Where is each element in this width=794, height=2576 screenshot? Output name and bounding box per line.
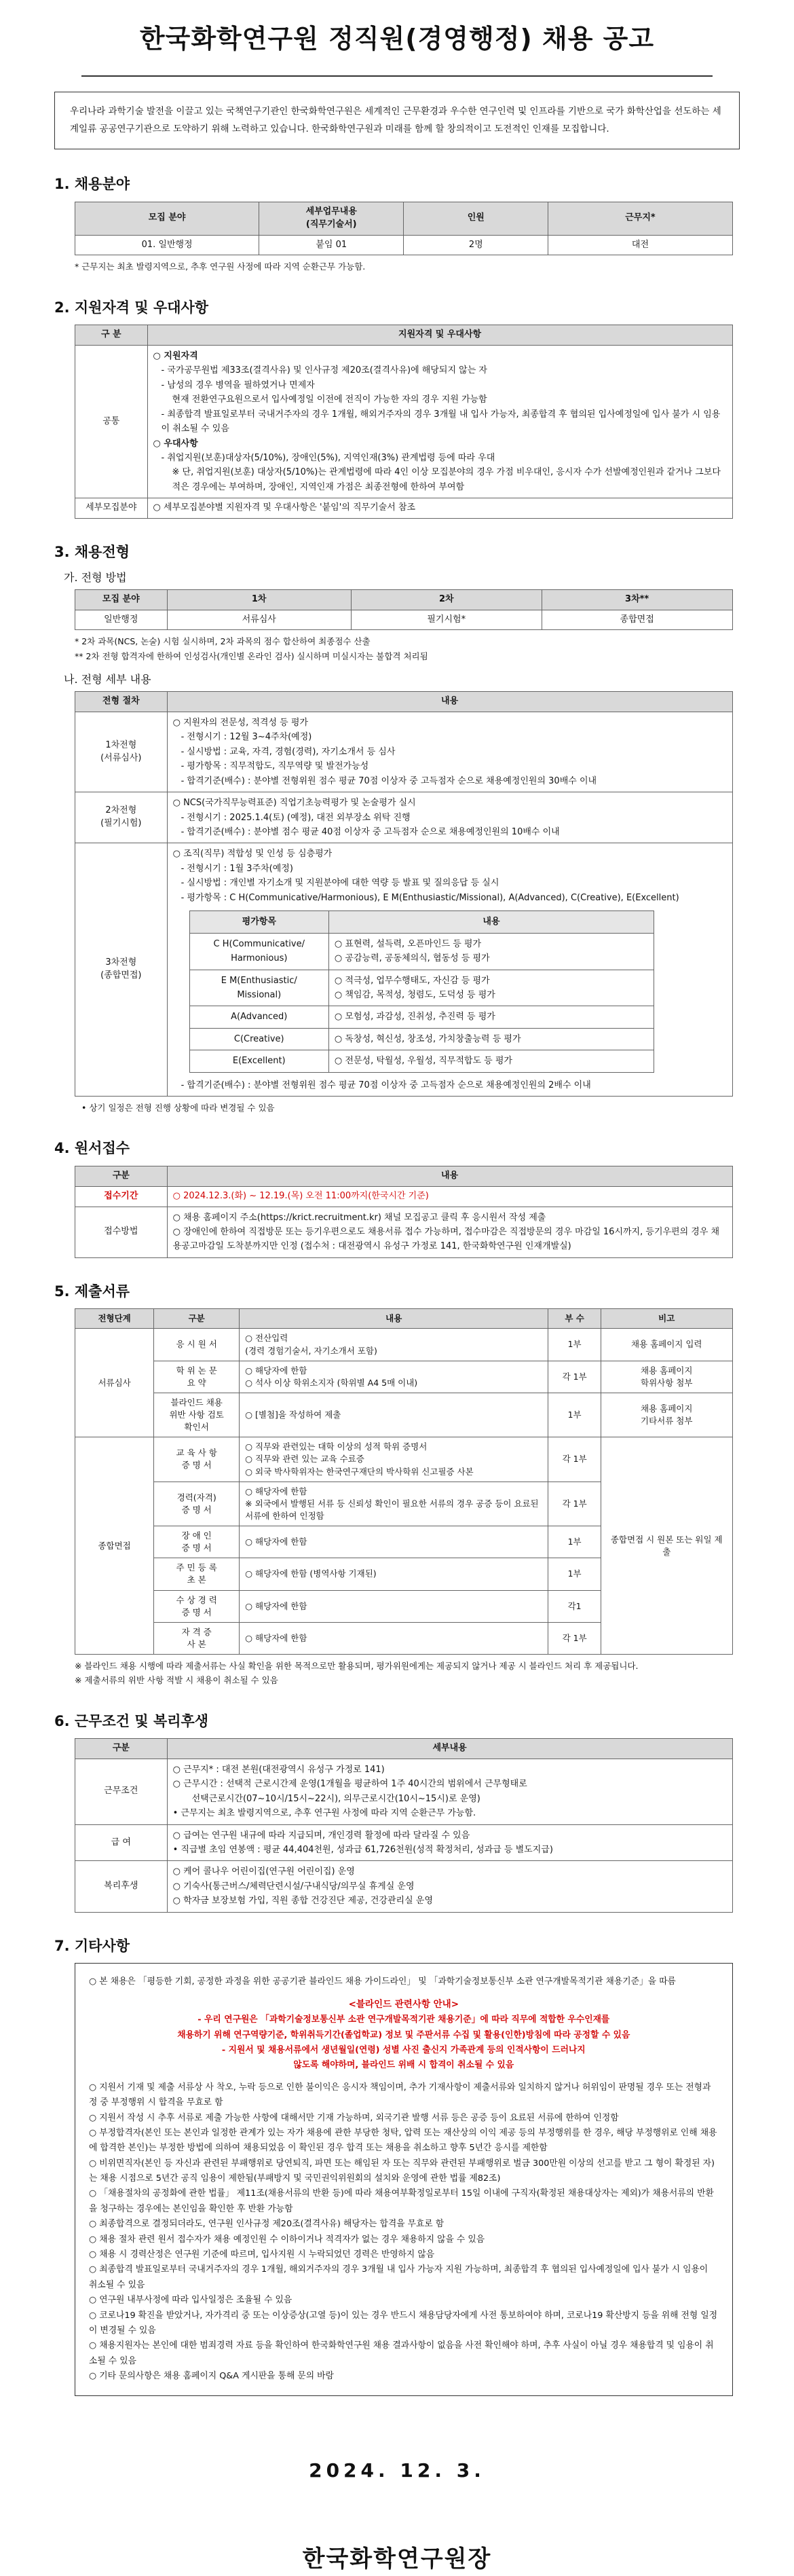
method-note: ** 2차 전형 합격자에 한하여 인성검사(개인별 온라인 검사) 실시하며 미실시자는 불합격 처리됨 — [75, 650, 428, 661]
row-label: 세부모집분야 — [75, 498, 148, 519]
stage-label: 1차전형 (서류심사) — [75, 712, 168, 792]
table-cell: 2명 — [404, 235, 548, 255]
stage-item: ○ 지원자의 전문성, 적격성 등 평가 — [172, 717, 308, 728]
method-note: * 2차 과목(NCS, 논술) 시험 실시하며, 2차 과목의 점수 합산하여 최종점수 산출 — [75, 636, 371, 647]
col-header: 2차 — [351, 589, 542, 610]
eval-item: C H(Communicative/ Harmonious) — [189, 933, 328, 970]
doc-name: 장 애 인 증 명 서 — [154, 1526, 240, 1558]
doc-name: 자 격 증 사 본 — [154, 1622, 240, 1654]
subsection-b: 나. 전형 세부 내용 — [64, 672, 151, 686]
doc-desc: ○ 해당자에 한함 ○ 석사 이상 학위소지자 (학위별 A4 5매 이내) — [240, 1361, 548, 1393]
pref-item: ※ 단, 취업지원(보훈) 대상자(5/10%)는 관계법령에 따라 4인 이상 모집분야의 경우 가점 비우대인, 응시자 수가 선발예정인원과 같거나 그보다 적은 경우에는 부여하며, 장애인, 지역인재 가점은 최종전형에 한하여 부여함 — [172, 467, 721, 492]
qual-item: - 국가공무원법 제33조(결격사유) 및 인사규정 제20조(결격사유)에 해당되지 않는 자 — [161, 365, 487, 376]
section-4-title: 4. 원서접수 — [54, 1140, 130, 1157]
doc-count: 각 1부 — [548, 1482, 601, 1526]
stage-content — [167, 712, 732, 792]
eval-item: A(Advanced) — [189, 1006, 328, 1028]
stage-label: 종합면접 — [75, 1437, 154, 1655]
doc-count: 1부 — [548, 1329, 601, 1361]
col-header: 모집 분야 — [75, 589, 168, 610]
table-cell: 서류심사 — [167, 610, 351, 630]
work-item: ○ 근무지* : 대전 본원(대전광역시 유성구 가정로 141) — [172, 1764, 385, 1775]
stage-label: 3차전형 (종합면접) — [75, 843, 168, 1097]
pref-item: - 취업지원(보훈)대상자(5/10%), 장애인(5%), 지역인재(3%) 관계법령 등에 따라 우대 — [161, 452, 495, 463]
notice-line: - 우리 연구원은 「과학기술정보통신부 소관 연구개발목적기관 채용기준」에 따라 직무에 적합한 우수인재를 — [197, 2014, 610, 2025]
other-item: ○ 지원서 작성 시 추후 서류로 제출 가능한 사항에 대해서만 기재 가능하며, 외국기관 발행 서류 등은 공증 등이 요료된 서류에 한하여 인정함 — [89, 2112, 619, 2123]
doc-desc: ○ 전산입력 (경력 경험기술서, 자기소개서 포함) — [240, 1329, 548, 1361]
method-content — [167, 1207, 732, 1257]
col-header: 구분 — [75, 1166, 168, 1186]
documents-table — [75, 1308, 733, 1655]
eval-item: E M(Enthusiastic/ Missional) — [189, 970, 328, 1006]
documents-note: ※ 블라인드 채용 시행에 따라 제출서류는 사실 확인을 위한 목적으로만 활용되며, 평가위원에게는 제공되지 않거나 제공 시 블라인드 처리 후 제공됩니다. — [75, 1661, 639, 1671]
eval-content: ○ 전문성, 탁월성, 우월성, 직무적합도 등 평가 — [328, 1050, 654, 1072]
section-1-note: * 근무지는 최초 발령지역으로, 추후 연구원 사정에 따라 지역 순환근무 가능함. — [75, 261, 366, 272]
other-item: ○ 최종합격 발표일로부터 국내거주자의 경우 1개월, 해외거주자의 경우 3개월 내 입사 가능자 지원 가능하며, 최종합격 후 협의된 입사예정일에 입사 불가 시 임용이 취소될 수 있음 — [89, 2264, 708, 2290]
doc-count: 각 1부 — [548, 1622, 601, 1654]
other-item: ○ 코로나19 확진을 받았거나, 자가격리 중 또는 이상증상(고열 등)이 있는 경우 반드시 채용담당자에게 사전 통보하여야 하며, 코로나19 확산방지 등을 위해 전형 일정이 변경될 수 있음 — [89, 2310, 718, 2336]
period-value: ○ 2024.12.3.(화) ~ 12.19.(목) 오전 11:00까지(한국시간 기준) — [167, 1186, 732, 1207]
col-header: 근무지* — [548, 202, 732, 235]
schedule-note: • 상기 일정은 전형 진행 상황에 따라 변경될 수 있음 — [81, 1103, 275, 1114]
other-item: ○ 채용 시 경력산정은 연구원 기준에 따르며, 입사지원 시 누락되었던 경력은 반영하지 않음 — [89, 2249, 435, 2260]
col-header: 모집 분야 — [75, 202, 259, 235]
col-header: 구 분 — [75, 325, 148, 346]
stage-content — [167, 843, 732, 1097]
eval-content: ○ 표현력, 설득력, 오픈마인드 등 평가 ○ 공감능력, 공동체의식, 협동성 등 평가 — [328, 933, 654, 970]
col-header: 구분 — [75, 1738, 168, 1759]
other-item: ○ 최종합격으로 결정되더라도, 연구원 인사규정 제20조(결격사유) 해당자는 합격을 무효로 함 — [89, 2219, 445, 2230]
pay-content — [167, 1824, 732, 1861]
welfare-content — [167, 1861, 732, 1912]
eval-content: ○ 적극성, 업무수행태도, 자신감 등 평가 ○ 책임감, 목적성, 청렴도, 도덕성 등 평가 — [328, 970, 654, 1006]
pay-item: • 직급별 초임 연봉액 : 평균 44,404천원, 성과급 61,726천원(성적 확정처리, 성과급 등 별도지급) — [172, 1844, 553, 1855]
method-label: 접수방법 — [75, 1207, 168, 1257]
doc-remark: 채용 홈페이지 입력 — [601, 1329, 732, 1361]
stage-item: - 평가항목 : C H(Communicative/Harmonious), E M(Enthusiastic/Missional), A(Advanced), C(Creative), E(Excellent) — [181, 892, 679, 903]
other-item: ○ 부정합격자(본인 또는 본인과 일정한 관계가 있는 자가 채용에 관한 부당한 청탁, 압력 또는 재산상의 이익 제공 등의 부정행위를 한 경우, 해당 부정행위로 인해 채용에 합격한 본인)는 부정한 방법에 의하여 채용되었음 이 확인된 경우 합격 또는 채용을 취소하고 향후 5년간 응시를 제한함 — [89, 2127, 717, 2154]
welfare-item: ○ 기숙사(통근버스/체력단련시설/구내식당/의무실 휴게실 운영 — [172, 1881, 415, 1892]
eval-content: ○ 모험성, 과감성, 진취성, 추진력 등 평가 — [328, 1006, 654, 1028]
table-cell: 종합면접 — [542, 610, 732, 630]
intro-box: 우리나라 과학기술 발전을 이끌고 있는 국책연구기관인 한국화학연구원은 세계적인 근무환경과 우수한 연구인력 및 인프라를 기반으로 국가 화학산업을 선도하는 세계일류 공공연구기관으로 도약하기 위해 노력하고 있습니다. 한국화학연구원과 미래를 함께 할 창의적이고 도전적인 인재를 모집합니다. — [54, 92, 740, 149]
col-header: 3차** — [542, 589, 732, 610]
doc-remark: 종합면접 시 원본 또는 워일 제출 — [601, 1437, 732, 1655]
other-item: ○ 연구원 내부사정에 따라 입사일정은 조율될 수 있음 — [89, 2295, 292, 2306]
method-item: ○ 채용 홈페이지 주소(https://krict.recruitment.kr) 채널 모집공고 클릭 후 응시원서 작성 제출 — [172, 1212, 546, 1223]
doc-name: 경력(자격) 증 명 서 — [154, 1482, 240, 1526]
col-header: 내용 — [328, 911, 654, 933]
other-item: ○ 채용 절차 관련 원서 접수자가 채용 예정인원 수 이하이거나 적격자가 없는 경우 채용하지 않을 수 있음 — [89, 2234, 485, 2245]
stage-item: - 전형시기 : 12월 3~4주차(예정) — [181, 732, 312, 743]
col-header: 세부내용 — [167, 1738, 732, 1759]
stage-content — [167, 792, 732, 843]
section-6-title: 6. 근무조건 및 복리후생 — [54, 1712, 209, 1729]
qualification-content — [147, 345, 732, 498]
subsection-a: 가. 전형 방법 — [64, 570, 127, 584]
col-header: 1차 — [167, 589, 351, 610]
stage-item: - 실시방법 : 교육, 자격, 경험(경력), 자기소개서 등 심사 — [181, 746, 396, 757]
stage-item: - 실시방법 : 개인별 자기소개 및 지원분야에 대한 역량 등 발표 및 질의응답 등 실시 — [181, 878, 499, 889]
lead-item: ○ 본 채용은 「평등한 기회, 공정한 과정을 위한 공공기관 블라인드 채용 가이드라인」 및 「과학기술정보통신부 소관 연구개발목적기관 채용기준」을 따름 — [89, 1976, 676, 1987]
stage-item: - 전형시기 : 2025.1.4(토) (예정), 대전 외부장소 위탁 진행 — [181, 812, 411, 823]
doc-count: 1부 — [548, 1526, 601, 1558]
work-item: • 근무지는 최초 발령지역으로, 추후 연구원 사정에 따라 지역 순환근무 가능함. — [172, 1808, 476, 1819]
col-header: 세부업무내용 (직무기술서) — [259, 202, 404, 235]
doc-name: 응 시 원 서 — [154, 1329, 240, 1361]
other-item: ○ 비위면직자(본인 등 자신과 관련된 부패행위로 당연퇴직, 파면 또는 해임된 자 또는 직무와 관련된 부패행위로 벌금 300만원 이상의 선고를 받고 그 형이 확정된 자)는 채용 시점으로 5년간 공직 임용이 제한됨(부패방지 및 국민권익위원회의 설치와 운영에 관한 법률 제82조) — [89, 2158, 715, 2184]
work-item: 선택근로시간(07~10시/15시~22시), 의무근로시간(10시~15시)로 운영) — [191, 1793, 480, 1804]
stage-item: - 합격기준(배수) : 분야별 전형위원 점수 평균 70점 이상자 중 고득점자 순으로 채용예정인원의 30배수 이내 — [181, 775, 597, 786]
other-item: ○ 기타 문의사항은 채용 홈페이지 Q&A 게시판을 통해 문의 바람 — [89, 2371, 334, 2382]
selection-method-table — [75, 589, 733, 631]
table-cell: 필기시험* — [351, 610, 542, 630]
table-cell: 붙임 01 — [259, 235, 404, 255]
row-label: 복리후생 — [75, 1861, 168, 1912]
doc-desc: ○ [별첨]을 작성하여 제출 — [240, 1393, 548, 1437]
row-label: 급 여 — [75, 1824, 168, 1861]
welfare-item: ○ 학자금 보장보험 가입, 직원 종합 건강진단 제공, 건강관리실 운영 — [172, 1896, 433, 1907]
col-header: 평가항목 — [189, 911, 328, 933]
col-header: 내용 — [240, 1309, 548, 1329]
announcement-date: 2024. 12. 3. — [309, 2459, 485, 2482]
stage-item: ○ 조직(직무) 적합성 및 인성 등 심층평가 — [172, 849, 333, 860]
other-notes-box — [75, 1963, 733, 2395]
page-title: 한국화학연구원 정직원(경영행정) 채용 공고 — [81, 16, 713, 77]
qual-item: - 최종합격 발표일로부터 국내거주자의 경우 1개월, 해외거주자의 경우 3개월 내 입사 가능자, 최종합격 후 협의된 입사예정일에 입사 불가 시 임용이 취소될 수 있음 — [161, 409, 721, 435]
doc-count: 1부 — [548, 1393, 601, 1437]
doc-name: 주 민 등 록 초 본 — [154, 1558, 240, 1590]
welfare-item: ○ 케어 콜나우 어린이집(연구원 어린이집) 운영 — [172, 1866, 355, 1877]
recruit-field-table — [75, 202, 733, 256]
doc-desc: ○ 해당자에 한함 — [240, 1526, 548, 1558]
col-header: 지원자격 및 우대사항 — [147, 325, 732, 346]
doc-count: 각 1부 — [548, 1361, 601, 1393]
selection-detail-table — [75, 691, 733, 1097]
eval-item: C(Creative) — [189, 1028, 328, 1050]
period-label: 접수기간 — [75, 1186, 168, 1207]
doc-count: 각1 — [548, 1590, 601, 1622]
doc-desc: ○ 직무와 관련있는 대학 이상의 성적 학위 증명서 ○ 직무와 관련 있는 교육 수료증 ○ 외국 박사학위자는 한국연구재단의 박사학위 신고필증 사본 — [240, 1437, 548, 1482]
stage-item: - 합격기준(배수) : 분야별 점수 평균 40점 이상자 중 고득점자 순으로 채용예정인원의 10배수 이내 — [181, 827, 560, 837]
work-content — [167, 1759, 732, 1824]
col-header: 부 수 — [548, 1309, 601, 1329]
other-item: ○ 「채용절차의 공정화에 관한 법률」 제11조(채용서류의 반환 등)에 따라 채용여부확정일로부터 15일 이내에 구직자(확정된 채용대상자는 제외)가 채용서류의 반환을 청구하는 경우에는 본인임을 확인한 후 반환 가능함 — [89, 2188, 714, 2214]
notice-line: 않도록 해야하며, 블라인드 위배 시 합격이 취소될 수 있음 — [293, 2060, 514, 2071]
section-2-title: 2. 지원자격 및 우대사항 — [54, 299, 209, 316]
stage-item: ○ NCS(국가직무능력표준) 직업기초능력평가 및 논술평가 실시 — [172, 798, 416, 809]
eval-item: E(Excellent) — [189, 1050, 328, 1072]
col-header: 내용 — [167, 692, 732, 712]
doc-name: 학 위 논 문 요 약 — [154, 1361, 240, 1393]
work-conditions-table — [75, 1738, 733, 1913]
col-header: 비고 — [601, 1309, 732, 1329]
col-header: 구분 — [154, 1309, 240, 1329]
pay-item: ○ 급여는 연구원 내규에 따라 지급되며, 개인경력 활정에 따라 달라질 수 있음 — [172, 1830, 470, 1841]
doc-desc: ○ 해당자에 한함 ※ 외국에서 발행된 서류 등 신뢰성 확인이 필요한 서류의 경우 공증 등이 요료된 서류에 한하여 인정함 — [240, 1482, 548, 1526]
doc-remark: 채용 홈페이지 기타서류 첨부 — [601, 1393, 732, 1437]
pref-head: ○ 우대사항 — [153, 438, 198, 449]
detail-content: ○ 세부모집분야별 지원자격 및 우대사항은 '붙임'의 직무기술서 참조 — [147, 498, 732, 519]
signature: 한국화학연구원장 — [302, 2545, 492, 2573]
doc-name: 블라인드 채용 위반 사항 검토 확인서 — [154, 1393, 240, 1437]
qual-item: - 남성의 경우 병역을 필하였거나 면제자 — [161, 380, 315, 390]
notice-line: 채용하기 위해 연구역량기준, 학위취득기간(졸업학교) 정보 및 주판서류 수집 및 활용(인한)방침에 따라 공정할 수 있음 — [177, 2029, 630, 2040]
blind-notice — [89, 1997, 719, 2074]
application-table — [75, 1166, 733, 1258]
doc-count: 1부 — [548, 1558, 601, 1590]
table-cell: 01. 일반행정 — [75, 235, 259, 255]
doc-desc: ○ 해당자에 한함 (병역사항 기재된) — [240, 1558, 548, 1590]
doc-desc: ○ 해당자에 한함 — [240, 1622, 548, 1654]
row-label: 근무조건 — [75, 1759, 168, 1824]
stage-item: - 평가항목 : 직무적합도, 직무역량 및 발전가능성 — [181, 761, 369, 772]
row-label: 공통 — [75, 345, 148, 498]
section-1-title: 1. 채용분야 — [54, 176, 130, 193]
evaluation-table — [189, 910, 654, 1073]
doc-count: 각 1부 — [548, 1437, 601, 1482]
table-cell: 일반행정 — [75, 610, 168, 630]
qual-head: ○ 지원자격 — [153, 350, 198, 361]
col-header: 내용 — [167, 1166, 732, 1186]
section-3-title: 3. 채용전형 — [54, 544, 130, 561]
notice-line: - 지원서 및 채용서류에서 생년월일(연령) 성별 사진 출신지 가족관계 등의 인적사항이 드러나지 — [221, 2044, 586, 2055]
doc-desc: ○ 해당자에 한함 — [240, 1590, 548, 1622]
eval-content: ○ 독창성, 혁신성, 창조성, 가치창출능력 등 평가 — [328, 1028, 654, 1050]
section-5-title: 5. 제출서류 — [54, 1283, 130, 1300]
stage-label: 서류심사 — [75, 1329, 154, 1437]
doc-remark: 채용 홈페이지 학위사항 첨부 — [601, 1361, 732, 1393]
doc-name: 교 육 사 항 증 명 서 — [154, 1437, 240, 1482]
section-7-title: 7. 기타사항 — [54, 1937, 130, 1954]
notice-head: <블라인드 관련사항 안내> — [348, 1998, 459, 2010]
qualification-table — [75, 325, 733, 519]
table-cell: 대전 — [548, 235, 732, 255]
work-item: ○ 근무시간 : 선택적 근로시간제 운영(1개월을 평균하여 1주 40시간의 범위에서 근무형태로 — [172, 1779, 527, 1790]
col-header: 전형 절차 — [75, 692, 168, 712]
qual-item: 현재 전환연구요원으로서 입사예정일 이전에 전직이 가능한 자의 경우 지원 가능함 — [172, 394, 487, 405]
stage-label: 2차전형 (필기시험) — [75, 792, 168, 843]
method-item: ○ 장애인에 한하여 직접방문 또는 등기우편으로도 채용서류 접수 가능하며, 접수마감은 직접방문의 경우 마감일 16시까지, 등기우편의 경우 채용공고마감일 도착분까지만 인정 (접수처 : 대전광역시 유성구 가정로 141, 한국화학연구원 인재개발실) — [172, 1226, 720, 1252]
col-header: 인원 — [404, 202, 548, 235]
doc-name: 수 상 경 력 증 명 서 — [154, 1590, 240, 1622]
stage-item: - 합격기준(배수) : 분야별 전형위원 점수 평균 70점 이상자 중 고득점자 순으로 채용예정인원의 2배수 이내 — [181, 1080, 591, 1090]
col-header: 전형단계 — [75, 1309, 154, 1329]
other-item: ○ 지원서 기재 및 제출 서류상 사 착오, 누락 등으로 인한 불이익은 응시자 책임이며, 추가 기재사항이 제출서류와 일치하지 않거나 허위임이 판명될 경우 또는 전형과정 중 부정행위 시 합격을 무효로 함 — [89, 2082, 711, 2108]
documents-note: ※ 제출서류의 위반 사항 적발 시 채용이 취소될 수 있음 — [75, 1675, 278, 1686]
stage-item: - 전형시기 : 1월 3주차(예정) — [181, 863, 293, 874]
other-item: ○ 채용지원자는 본인에 대한 범죄경력 자료 등을 확인하여 한국화학연구원 채용 결과사항이 없음을 사전 확인해야 하며, 추후 사실이 아닐 경우 채용합격 및 임용이 취소될 수 있음 — [89, 2340, 714, 2366]
